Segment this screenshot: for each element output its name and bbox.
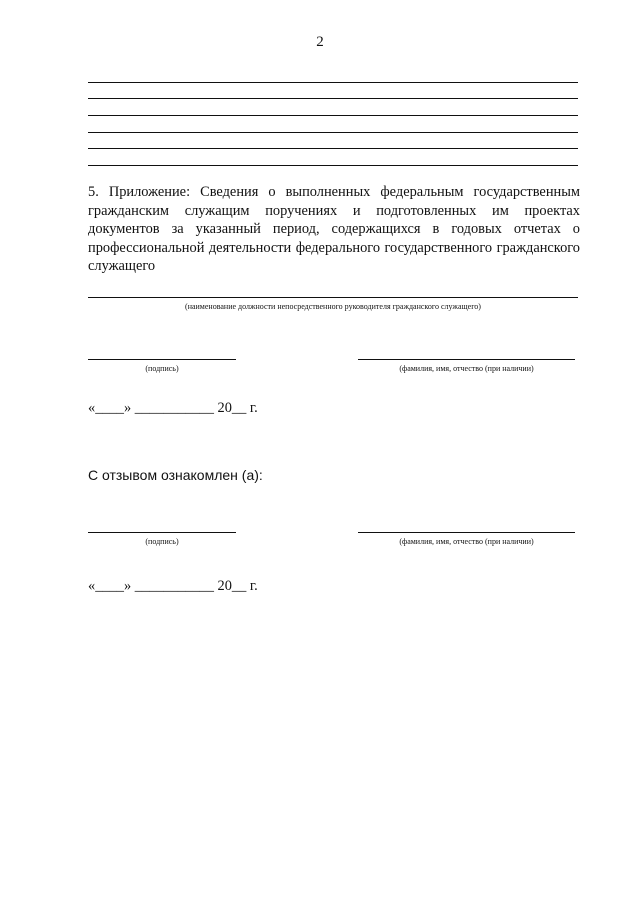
blank-line <box>88 132 578 133</box>
page-number: 2 <box>316 34 324 50</box>
blank-line <box>88 148 578 149</box>
manager-name-caption: (фамилия, имя, отчество (при наличии) <box>399 364 534 373</box>
acknowledgement-label: С отзывом ознакомлен (а): <box>88 467 263 483</box>
manager-signature-line <box>88 359 236 360</box>
manager-position-line <box>88 297 578 298</box>
blank-line <box>88 98 578 99</box>
employee-signature-line <box>88 532 236 533</box>
section-5-appendix-text: 5. Приложение: Сведения о выполненных федеральным государственным гражданским служащим поручениях и подготовленных им проектах документов за указанный период, содержащихся в годовых отчетах о профессиональной деятельности федерального государственного гражданского служащего <box>88 184 580 274</box>
employee-name-line <box>358 532 575 533</box>
employee-date: «____» ___________ 20__ г. <box>88 578 258 594</box>
blank-line <box>88 115 578 116</box>
blank-line <box>88 82 578 83</box>
employee-name-caption: (фамилия, имя, отчество (при наличии) <box>399 537 534 546</box>
manager-signature-caption: (подпись) <box>145 364 179 373</box>
blank-line <box>88 165 578 166</box>
employee-signature-caption: (подпись) <box>145 537 179 546</box>
manager-position-caption: (наименование должности непосредственного руководителя гражданского служащего) <box>185 302 481 311</box>
manager-name-line <box>358 359 575 360</box>
manager-date: «____» ___________ 20__ г. <box>88 400 258 416</box>
